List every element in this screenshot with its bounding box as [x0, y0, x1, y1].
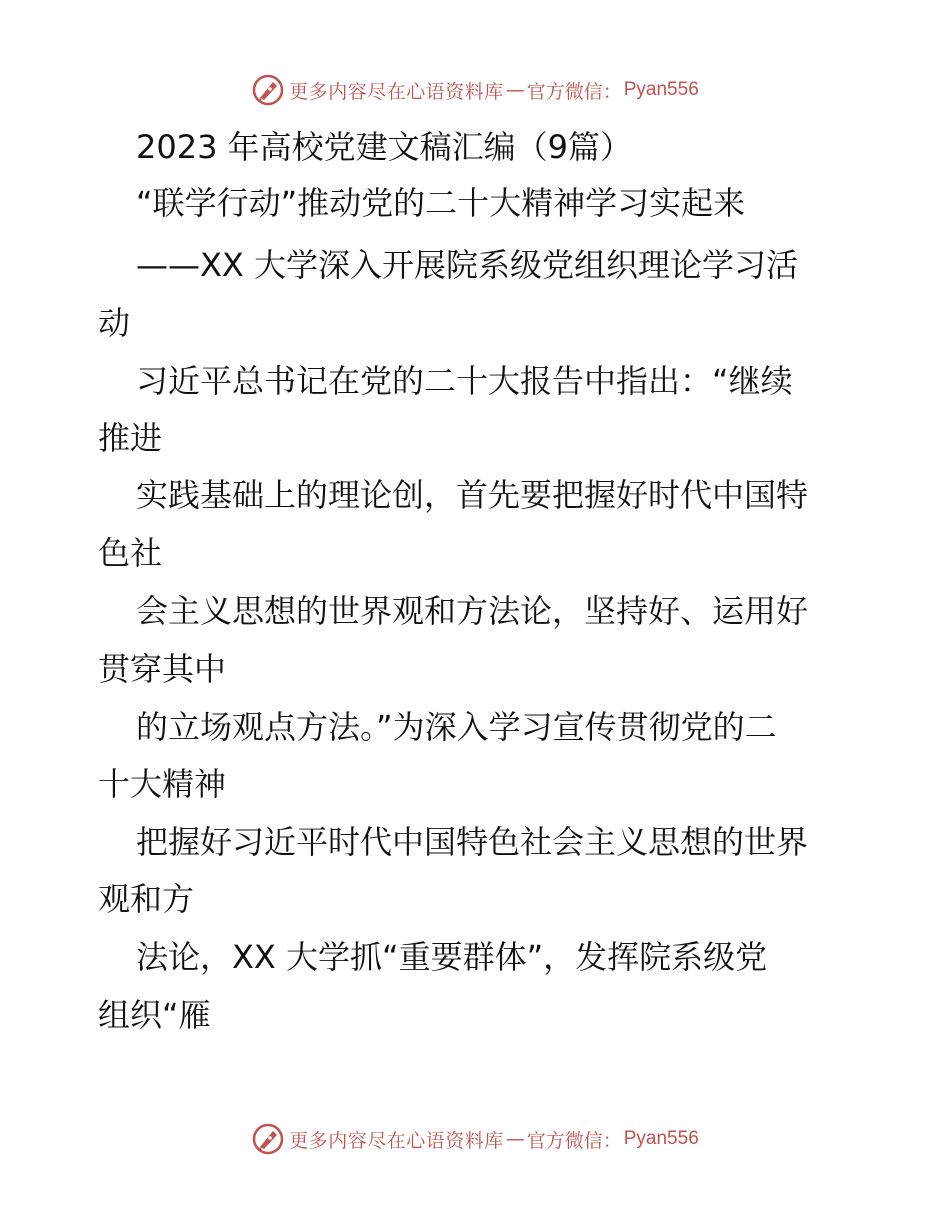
text-line: 观和方: [98, 880, 195, 918]
watermark-dash: —: [505, 1128, 525, 1150]
text-line: 贯穿其中: [98, 650, 227, 688]
article-subheading: ——XX 大学深入开展院系级党组织理论学习活: [136, 246, 799, 284]
text-line: 把握好习近平时代中国特色社会主义思想的世界: [136, 823, 809, 861]
text-line: 的立场观点方法。”为深入学习宣传贯彻党的二: [136, 708, 777, 746]
text-line: 十大精神: [98, 765, 227, 803]
watermark-text: 更多内容尽在心语资料库: [289, 80, 504, 103]
document-title: 2023 年高校党建文稿汇编（9篇）: [136, 128, 632, 166]
watermark-id: Pyan556: [623, 1128, 699, 1149]
text-line: 色社: [98, 534, 163, 572]
text-line: 会主义思想的世界观和方法论，坚持好、运用好: [136, 592, 809, 630]
watermark-label: 官方微信：: [526, 1129, 622, 1152]
pen-logo-icon: [251, 1122, 285, 1156]
watermark-dash: —: [505, 79, 525, 101]
footer-watermark: [0, 1119, 950, 1159]
text-line: 动: [98, 304, 131, 342]
text-line: 推进: [98, 419, 163, 457]
pen-logo-icon: [251, 73, 285, 107]
watermark-label: 官方微信：: [526, 80, 622, 103]
text-line: 法论，XX 大学抓“重要群体”，发挥院系级党: [136, 938, 768, 976]
text-line: 习近平总书记在党的二十大报告中指出：“继续: [136, 362, 793, 400]
text-line: 实践基础上的理论创，首先要把握好时代中国特: [136, 476, 809, 514]
article-heading: “联学行动”推动党的二十大精神学习实起来: [136, 184, 746, 222]
watermark-text: 更多内容尽在心语资料库: [289, 1129, 504, 1152]
header-watermark: [0, 70, 950, 110]
text-line: 组织“雁: [98, 996, 211, 1034]
watermark-id: Pyan556: [623, 79, 699, 100]
